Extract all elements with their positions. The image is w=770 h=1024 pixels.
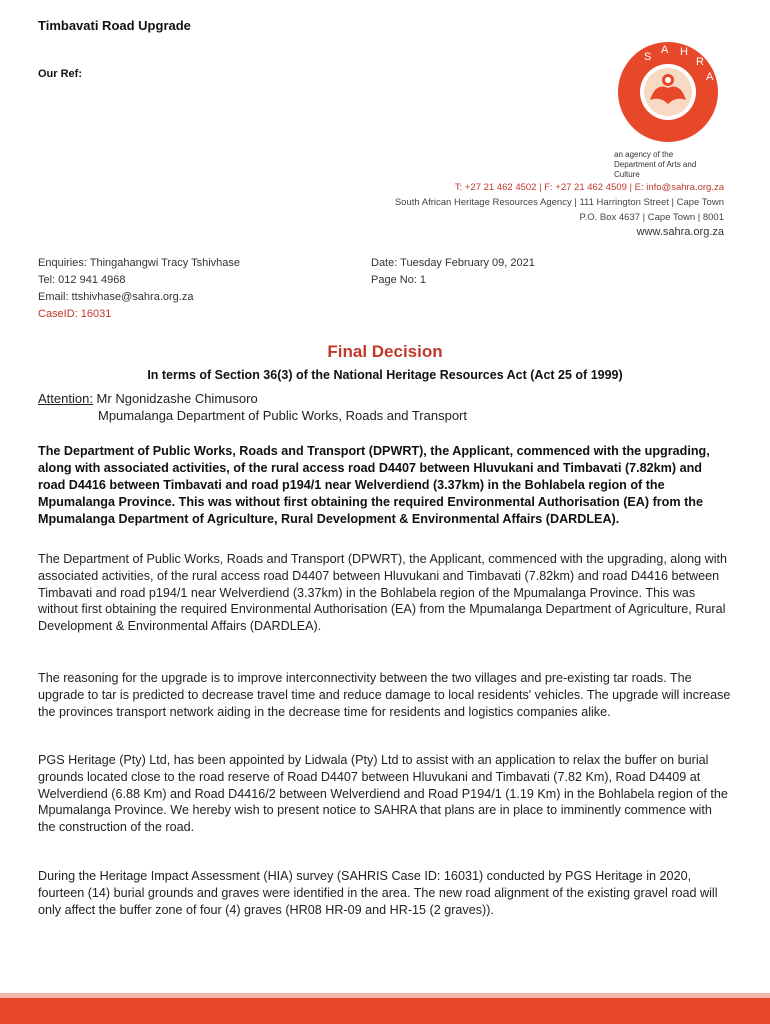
contact-website: www.sahra.org.za bbox=[636, 226, 724, 238]
enquiries-block bbox=[38, 255, 240, 323]
attention-name: Mr Ngonidzashe Chimusoro bbox=[92, 391, 258, 406]
contact-phone-line: T: +27 21 462 4502 | F: +27 21 462 4509 | E: info@sahra.org.za bbox=[454, 182, 724, 193]
footer-bar bbox=[0, 998, 770, 1024]
date-block bbox=[371, 255, 535, 289]
svg-text:H: H bbox=[680, 46, 688, 58]
body-paragraph-4: During the Heritage Impact Assessment (HIA) survey (SAHRIS Case ID: 16031) conducted by PGS Heritage in 2020, fourteen (14) burial grounds and graves were identified in the area. The new road alignment of the existing gravel road will only affect the buffer zone of four (4) graves (HR08 HR-09 and HR-15 (2 graves)). bbox=[38, 869, 718, 917]
body-paragraph-1: The Department of Public Works, Roads and Transport (DPWRT), the Applicant, commenced with the upgrading, along with associated activities, of the rural access road D4407 between Hluvukani and Timbavati (7.82km) and road D4416 between Timbavati and road p194/1 near Welverdiend (3.37km) in the Bohlabela region of the Mpumalanga Province. This was without first obtaining the required Environmental Authorisation (EA) from the Mpumalanga Department of Agriculture, Rural Development & Environmental Affairs (DARDLEA). bbox=[38, 552, 728, 634]
agency-line-2: Department of Arts and Culture bbox=[614, 160, 697, 179]
summary-paragraph: The Department of Public Works, Roads and Transport (DPWRT), the Applicant, commenced with the upgrading, along with associated activities, of the rural access road D4407 between Hluvukani and Timbavati (7.82km) and road D4416 between Timbavati and road p194/1 near Welverdiend (3.37km) in the Bohlabela region of the Mpumalanga Province. This was without first obtaining the required Environmental Authorisation (EA) from the Mpumalanga Department of Agriculture, Rural Development & Environmental Affairs (DARDLEA). bbox=[38, 444, 710, 526]
telephone: Tel: 012 941 4968 bbox=[38, 274, 126, 286]
contact-block bbox=[395, 180, 724, 240]
page-number: Page No: 1 bbox=[371, 274, 427, 286]
case-id: CaseID: 16031 bbox=[38, 308, 112, 320]
body-paragraph-2: The reasoning for the upgrade is to improve interconnectivity between the two villages and pre-existing tar roads. The upgrade to tar is predicted to decrease travel time and reduce damage to local residents' vehicles. The upgrade will increase the provinces transport network aiding in the decrease time for residents and logistics companies alike. bbox=[38, 671, 731, 719]
body-paragraph-3: PGS Heritage (Pty) Ltd, has been appointed by Lidwala (Pty) Ltd to assist with an application to relax the buffer on burial grounds located close to the road reserve of Road D4407 between Hluvukani and Timbavati (7.82 Km), Road D4409 at Welverdiend (6.88 Km) and Road D4416/2 between Welverdiend and Road P194/1 (1.19 Km) in the Bohlabela region of the Mpumalanga Province. We hereby wish to present notice to SAHRA that plans are in place to imminently commence with the construction of the road. bbox=[38, 753, 728, 835]
agency-caption bbox=[560, 150, 724, 180]
sahra-emblem-icon bbox=[606, 40, 730, 148]
agency-line-1: an agency of the bbox=[614, 150, 674, 159]
decision-heading: Final Decision bbox=[327, 342, 443, 361]
svg-text:A: A bbox=[706, 71, 714, 83]
document-title: Timbavati Road Upgrade bbox=[38, 18, 191, 33]
svg-text:A: A bbox=[661, 44, 669, 56]
our-ref-label: Our Ref: bbox=[38, 68, 82, 80]
attention-block bbox=[38, 390, 467, 424]
svg-text:S: S bbox=[644, 51, 652, 63]
attention-organisation: Mpumalanga Department of Public Works, Roads and Transport bbox=[98, 408, 467, 423]
sahra-logo bbox=[606, 40, 730, 148]
svg-text:R: R bbox=[696, 56, 704, 68]
email: Email: ttshivhase@sahra.org.za bbox=[38, 291, 194, 303]
act-reference bbox=[0, 368, 770, 382]
attention-label: Attention: bbox=[38, 391, 93, 406]
contact-address-2: P.O. Box 4637 | Cape Town | 8001 bbox=[579, 212, 724, 223]
date: Date: Tuesday February 09, 2021 bbox=[371, 257, 535, 269]
enquiries: Enquiries: Thingahangwi Tracy Tshivhase bbox=[38, 257, 240, 269]
contact-address-1: South African Heritage Resources Agency | 111 Harrington Street | Cape Town bbox=[394, 197, 724, 208]
act-reference-text: In terms of Section 36(3) of the National Heritage Resources Act (Act 25 of 1999) bbox=[147, 368, 623, 382]
